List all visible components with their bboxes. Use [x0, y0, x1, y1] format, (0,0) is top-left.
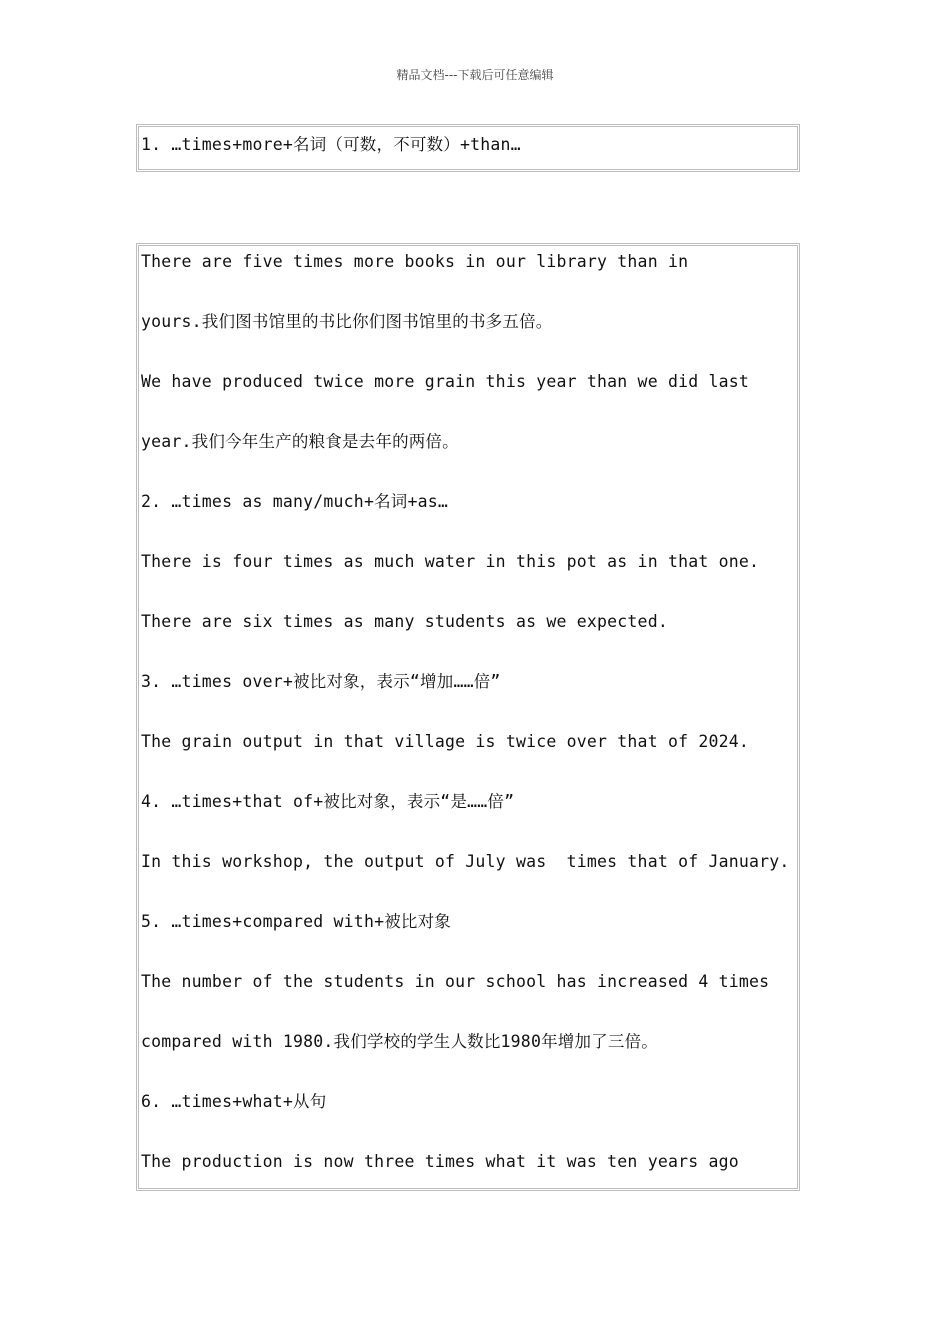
text-line: In this workshop, the output of July was times that of January. — [141, 852, 790, 871]
text-line: yours.我们图书馆里的书比你们图书馆里的书多五倍。 — [141, 312, 553, 331]
page-header: 精品文档---下载后可任意编辑 — [396, 68, 554, 82]
heading-box — [136, 124, 800, 172]
text-line: The grain output in that village is twice over that of 2024. — [141, 732, 750, 751]
text-line: We have produced twice more grain this year than we did last — [141, 372, 750, 391]
text-line: year.我们今年生产的粮食是去年的两倍。 — [141, 432, 459, 451]
section-heading: 5. …times+compared with+被比对象 — [141, 912, 452, 931]
section-heading: 4. …times+that of+被比对象，表示“是……倍” — [141, 792, 515, 811]
text-line: There are five times more books in our library than in — [141, 252, 689, 271]
text-line: There are six times as many students as we expected. — [141, 612, 668, 631]
section-heading: 6. …times+what+从句 — [141, 1092, 327, 1111]
text-line: compared with 1980.我们学校的学生人数比1980年增加了三倍。 — [141, 1032, 658, 1051]
section-heading: 3. …times over+被比对象，表示“增加……倍” — [141, 672, 501, 691]
text-line: The number of the students in our school has increased 4 times — [141, 972, 770, 991]
content-box — [136, 243, 800, 1191]
section-heading: 2. …times as many/much+名词+as… — [141, 492, 449, 511]
heading-line: 1. …times+more+名词（可数，不可数）+than… — [141, 135, 521, 154]
text-line: The production is now three times what it was ten years ago — [141, 1152, 739, 1171]
text-line: There is four times as much water in this pot as in that one. — [141, 552, 760, 571]
